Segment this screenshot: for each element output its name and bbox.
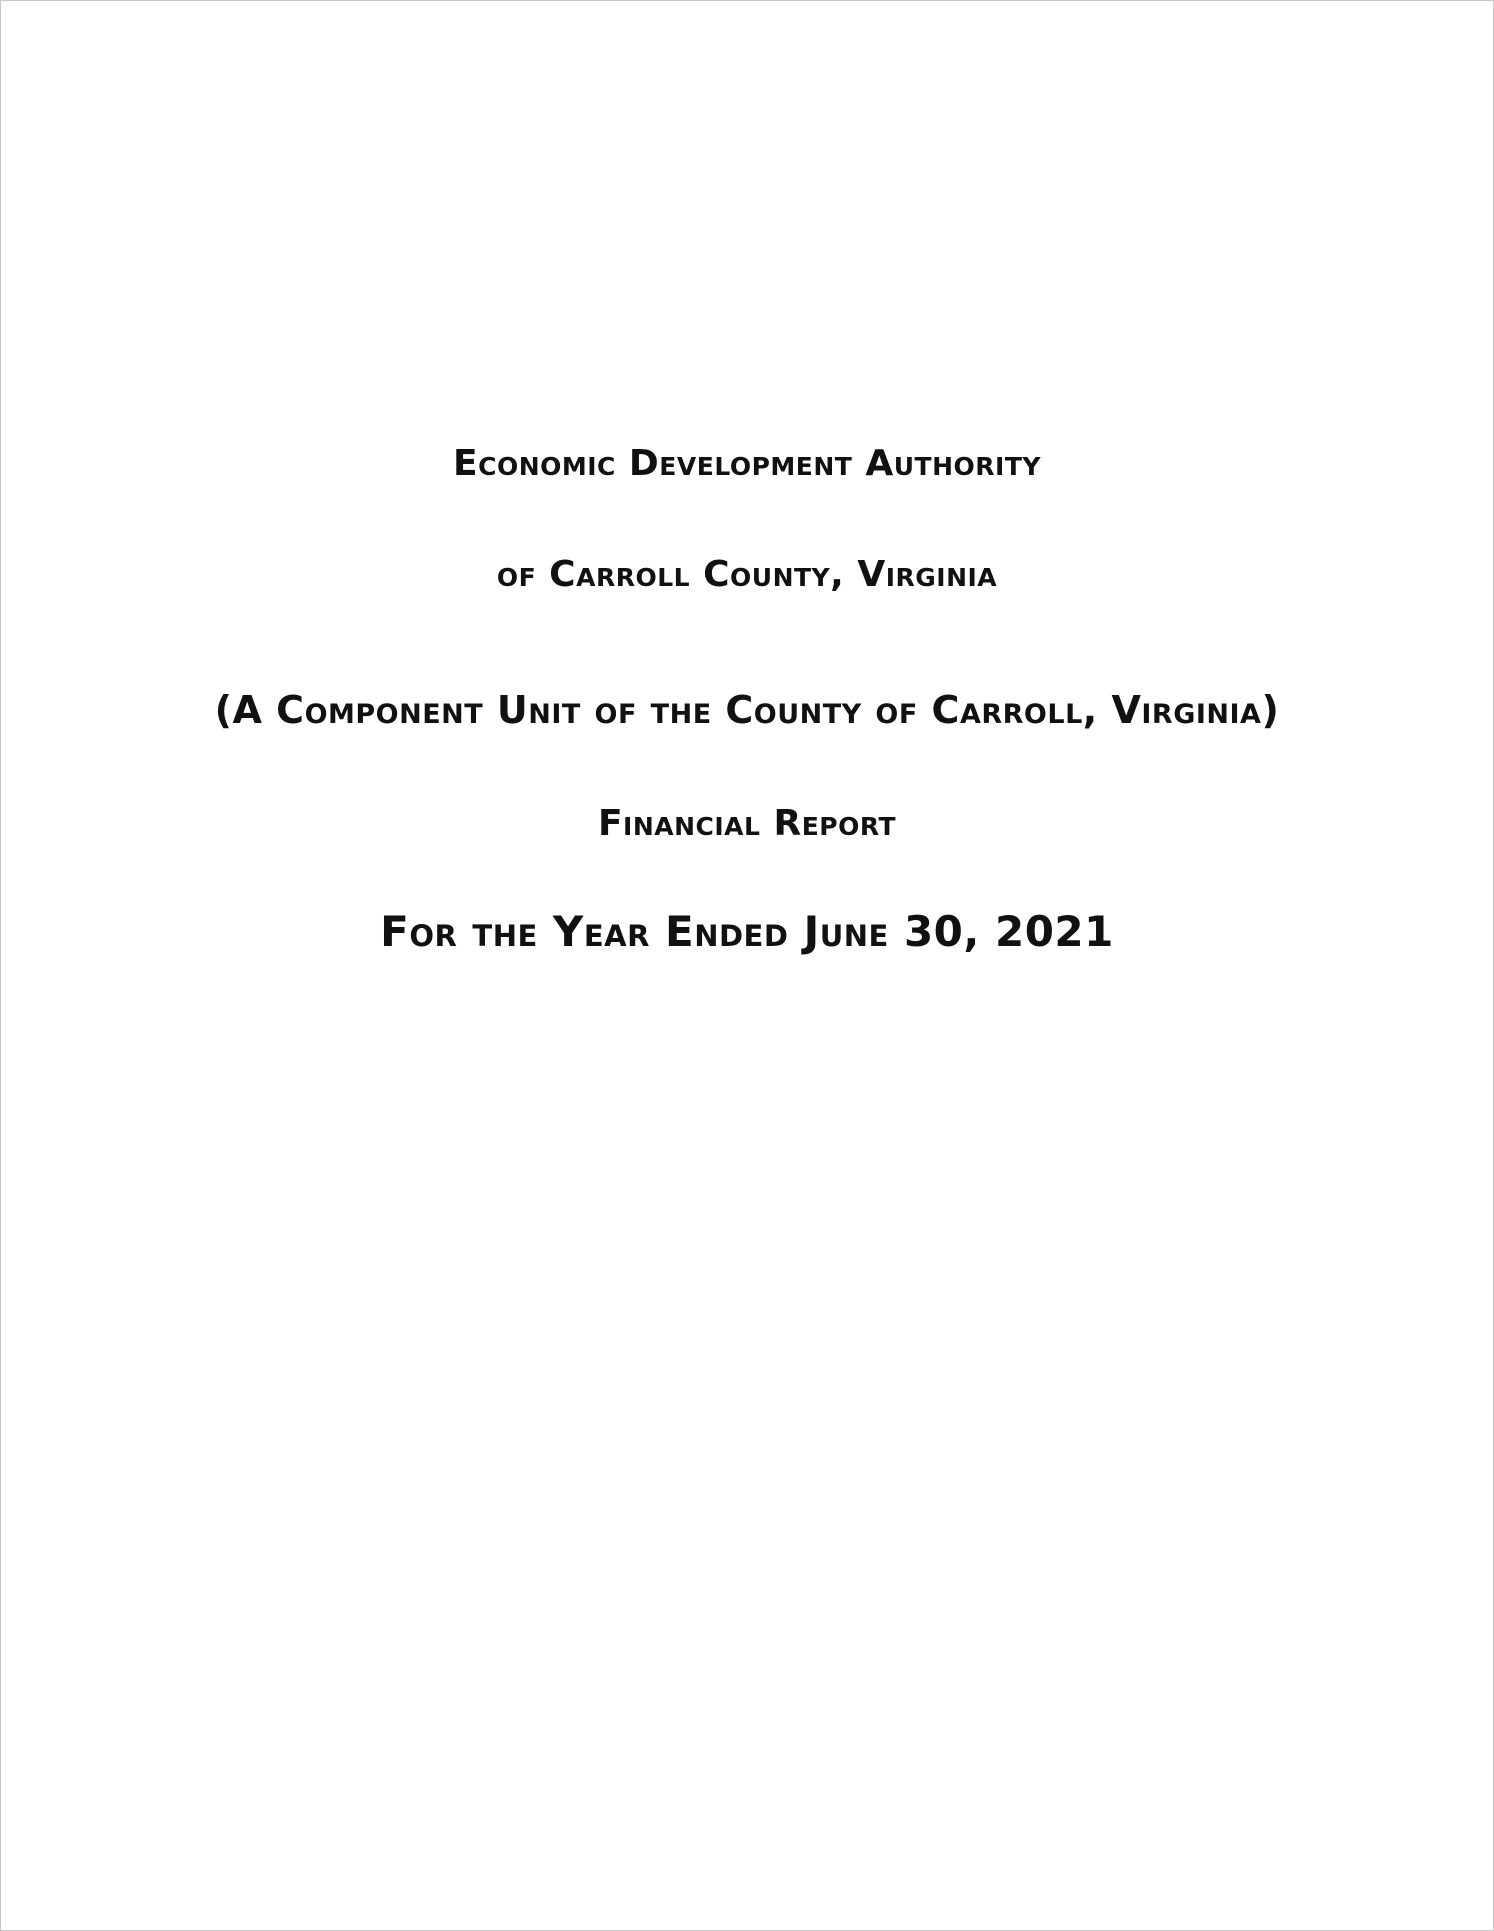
authority-name: Economic Development Authority [453, 443, 1041, 484]
authority-location: of Carroll County, Virginia [496, 554, 998, 595]
component-unit-note: (A Component Unit of the County of Carroll, Virginia) [214, 688, 1280, 732]
report-type: Financial Report [597, 803, 897, 844]
report-period: For the Year Ended June 30, 2021 [380, 907, 1114, 956]
